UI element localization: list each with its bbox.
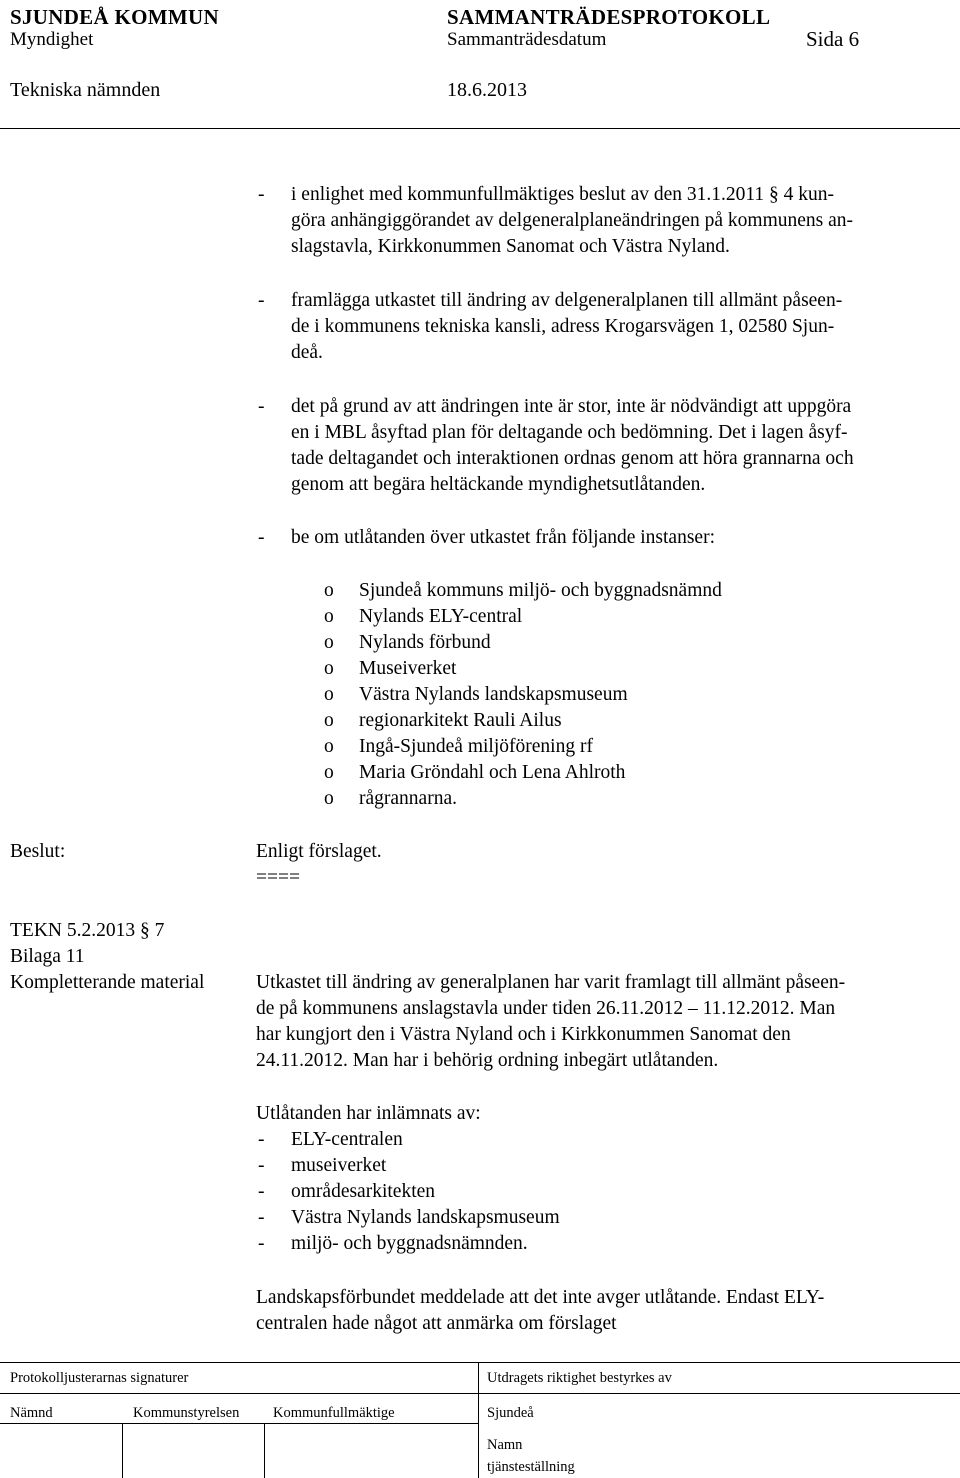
dash-marker: - — [258, 1233, 265, 1254]
dash-marker: - — [258, 1129, 265, 1150]
instance-item: Ingå-Sjundeå miljöförening rf — [359, 736, 593, 757]
decision-label: Beslut: — [10, 841, 66, 862]
bullet-marker: o — [324, 788, 334, 809]
signature-body-namnd: Nämnd — [10, 1405, 53, 1421]
authority-label: Myndighet — [10, 29, 94, 50]
municipality-name: SJUNDEÅ KOMMUN — [10, 5, 219, 29]
dash-marker: - — [258, 527, 265, 548]
statement-item: miljö- och byggnadsnämnden. — [291, 1233, 528, 1254]
paragraph-line: de på kommunens anslagstavla under tiden 26.11.2012 – 11.12.2012. Man — [256, 998, 836, 1019]
signatures-label: Protokolljusterarnas signaturer — [10, 1370, 189, 1386]
statement-item: områdesarkitekten — [291, 1181, 436, 1202]
signature-body-kommunfullmaktige: Kommunfullmäktige — [273, 1405, 395, 1421]
instance-item: Maria Gröndahl och Lena Ahlroth — [359, 762, 626, 783]
bullet-marker: o — [324, 762, 334, 783]
decision-text: Enligt förslaget. — [256, 841, 382, 862]
list-item-line: göra anhängiggörandet av delgeneralplaneändringen på kommunens an- — [291, 210, 854, 231]
list-item-line: en i MBL åsyftad plan för deltagande och bedömning. Det i lagen åsyf- — [291, 422, 848, 443]
signature-body-kommunstyrelsen: Kommunstyrelsen — [133, 1405, 240, 1421]
signature-box-top — [0, 1423, 478, 1424]
list-item-line: tade deltagandet och interaktionen ordnas genom att höra grannarna och — [291, 448, 854, 469]
footer-column-divider — [478, 1362, 479, 1478]
paragraph-line: Landskapsförbundet meddelade att det inte avger utlåtande. Endast ELY- — [256, 1287, 825, 1308]
page-number: Sida 6 — [806, 27, 860, 51]
instance-item: Västra Nylands landskapsmuseum — [359, 684, 628, 705]
document-type: SAMMANTRÄDESPROTOKOLL — [447, 5, 771, 29]
list-item-line: be om utlåtanden över utkastet från följande instanser: — [291, 527, 715, 548]
bullet-marker: o — [324, 606, 334, 627]
list-item-line: i enlighet med kommunfullmäktiges beslut av den 31.1.2011 § 4 kun- — [291, 184, 835, 205]
footer-top-border — [0, 1362, 960, 1363]
dash-marker: - — [258, 184, 265, 205]
dash-marker: - — [258, 1207, 265, 1228]
bullet-marker: o — [324, 736, 334, 757]
paragraph-line: har kungjort den i Västra Nyland och i Kirkkonummen Sanomat den — [256, 1024, 791, 1045]
bullet-marker: o — [324, 684, 334, 705]
dash-marker: - — [258, 396, 265, 417]
statement-item: Västra Nylands landskapsmuseum — [291, 1207, 560, 1228]
bullet-marker: o — [324, 658, 334, 679]
dash-marker: - — [258, 290, 265, 311]
instance-item: rågrannarna. — [359, 788, 457, 809]
paragraph-line: 24.11.2012. Man har i behörig ordning inbegärt utlåtanden. — [256, 1050, 719, 1071]
bullet-marker: o — [324, 580, 334, 601]
meeting-date: 18.6.2013 — [447, 79, 527, 101]
dash-marker: - — [258, 1181, 265, 1202]
footer-inner-border — [0, 1393, 960, 1394]
footer-name-label: Namn — [487, 1437, 523, 1453]
authority-name: Tekniska nämnden — [10, 79, 161, 101]
certify-label: Utdragets riktighet bestyrkes av — [487, 1370, 672, 1386]
instance-item: Museiverket — [359, 658, 457, 679]
appendix-label: Bilaga 11 — [10, 946, 85, 967]
list-item-line: det på grund av att ändringen inte är stor, inte är nödvändigt att uppgöra — [291, 396, 852, 417]
section-reference: TEKN 5.2.2013 § 7 — [10, 920, 165, 941]
instance-item: regionarkitekt Rauli Ailus — [359, 710, 562, 731]
paragraph-line: Utkastet till ändring av generalplanen har varit framlagt till allmänt påseen- — [256, 972, 846, 993]
statements-intro: Utlåtanden har inlämnats av: — [256, 1103, 481, 1124]
statement-item: ELY-centralen — [291, 1129, 403, 1150]
dash-marker: - — [258, 1155, 265, 1176]
footer-place: Sjundeå — [487, 1405, 534, 1421]
list-item-line: deå. — [291, 342, 323, 363]
section-title: Kompletterande material — [10, 972, 205, 993]
signature-box-divider — [122, 1423, 123, 1478]
list-item-line: slagstavla, Kirkkonummen Sanomat och Västra Nyland. — [291, 236, 730, 257]
instance-item: Sjundeå kommuns miljö- och byggnadsnämnd — [359, 580, 722, 601]
instance-item: Nylands ELY-central — [359, 606, 523, 627]
list-item-line: genom att begära heltäckande myndighetsutlåtanden. — [291, 474, 706, 495]
bullet-marker: o — [324, 710, 334, 731]
list-item-line: de i kommunens tekniska kansli, adress Krogarsvägen 1, 02580 Sjun- — [291, 316, 835, 337]
statement-item: museiverket — [291, 1155, 387, 1176]
footer-position-label: tjänsteställning — [487, 1459, 575, 1475]
instance-item: Nylands förbund — [359, 632, 491, 653]
date-label: Sammanträdesdatum — [447, 29, 607, 50]
signature-box-divider — [264, 1423, 265, 1478]
decision-separator: ==== — [256, 867, 300, 888]
bullet-marker: o — [324, 632, 334, 653]
paragraph-line: centralen hade något att anmärka om förslaget — [256, 1313, 617, 1334]
list-item-line: framlägga utkastet till ändring av delgeneralplanen till allmänt påseen- — [291, 290, 843, 311]
header-divider — [0, 128, 960, 129]
